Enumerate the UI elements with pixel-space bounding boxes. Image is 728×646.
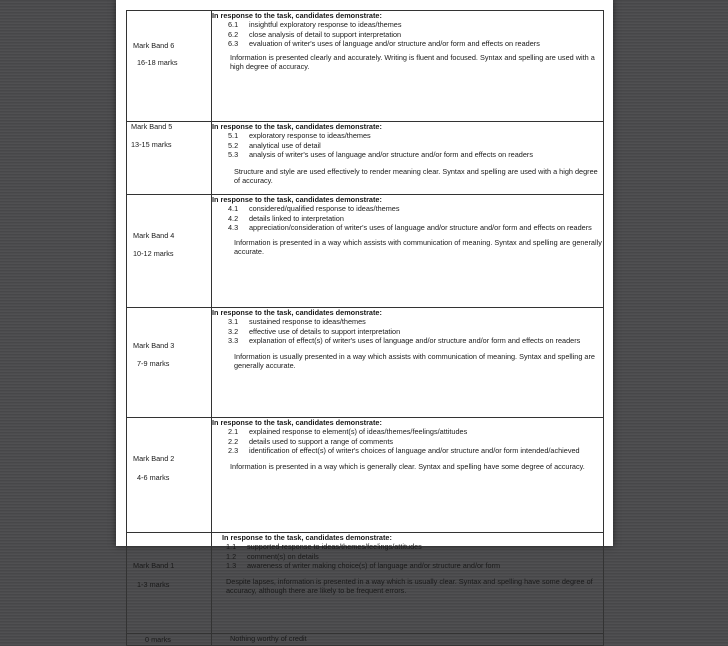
band-name: Mark Band 6 — [133, 41, 175, 50]
criterion-number: 3.2 — [228, 326, 239, 336]
band-row-3 — [127, 308, 604, 418]
criterion-number: 5.1 — [228, 131, 239, 141]
criterion — [212, 446, 603, 455]
band-content-cell — [212, 11, 604, 122]
criterion-text: comment(s) on details — [247, 551, 319, 561]
criterion-number: 4.1 — [228, 204, 239, 214]
criterion — [212, 30, 603, 39]
criterion-text: awareness of writer making choice(s) of language and/or structure and/or form — [247, 561, 501, 571]
criterion — [212, 427, 603, 436]
criterion-text: identification of effect(s) of writer's choices of language and/or structure and/or form intended/achieved — [249, 446, 580, 456]
criterion-number: 2.2 — [228, 436, 239, 446]
band-marks: 10-12 marks — [133, 249, 174, 259]
band-heading: In response to the task, candidates demonstrate: — [212, 308, 382, 317]
criterion — [212, 214, 603, 223]
criterion-text: appreciation/consideration of writer's uses of language and/or structure and/or form and effects on readers — [249, 223, 592, 233]
zero-marks-label — [127, 634, 212, 646]
criterion-text: close analysis of detail to support interpretation — [249, 29, 402, 39]
criterion — [212, 336, 603, 345]
criterion-text: considered/qualified response to ideas/themes — [249, 204, 400, 214]
criterion-number: 3.1 — [228, 317, 239, 327]
criterion-text: effective use of details to support interpretation — [249, 326, 401, 336]
band-content-cell — [212, 533, 604, 634]
criterion-number: 6.2 — [228, 29, 239, 39]
band-summary: Despite lapses, information is presented in a way which is usually clear. Syntax and spelling have some degree of accuracy, although there are likely to be frequent errors. — [226, 576, 593, 596]
band-heading: In response to the task, candidates demonstrate: — [212, 11, 382, 20]
criterion-number: 4.2 — [228, 213, 239, 223]
criterion — [212, 131, 603, 140]
band-label-cell — [127, 122, 212, 195]
criterion — [212, 327, 603, 336]
criterion-text: evaluation of writer's uses of language and/or structure and/or form and effects on readers — [249, 39, 540, 49]
band-summary: Nothing worthy of credit — [230, 634, 307, 643]
band-label-cell — [127, 533, 212, 634]
band-row-1 — [127, 533, 604, 634]
band-content-cell — [212, 195, 604, 308]
band-heading: In response to the task, candidates demonstrate: — [212, 195, 382, 204]
band-marks: 7-9 marks — [137, 359, 170, 369]
band-summary: Structure and style are used effectively to render meaning clear. Syntax and spelling are used with a high degree of accuracy. — [234, 166, 598, 186]
band-summary: Information is presented in a way which is generally clear. Syntax and spelling have some degree of accuracy. — [230, 461, 585, 471]
band-name: Mark Band 5 — [131, 122, 173, 131]
band-heading: In response to the task, candidates demonstrate: — [212, 122, 382, 131]
rubric-page — [116, 0, 613, 644]
band-summary: Information is usually presented in a way which assists with communication of meaning. Syntax and spelling are generally accurate. — [234, 351, 595, 371]
band-marks: 16-18 marks — [137, 58, 178, 68]
band-row-0 — [127, 634, 604, 646]
criterion — [212, 141, 603, 150]
criterion-number: 2.1 — [228, 427, 239, 437]
criterion-text: insightful exploratory response to ideas/themes — [249, 20, 402, 30]
criterion-text: analysis of writer's uses of language and/or structure and/or form and effects on readers — [249, 150, 533, 160]
criterion — [212, 20, 603, 29]
band-heading: In response to the task, candidates demonstrate: — [212, 418, 382, 427]
criterion — [212, 317, 603, 326]
criterion — [212, 561, 603, 570]
band-label-cell — [127, 418, 212, 533]
criterion-text: analytical use of detail — [249, 140, 321, 150]
band-marks: 1-3 marks — [137, 580, 170, 590]
criterion — [212, 150, 603, 159]
band-marks: 0 marks — [145, 635, 171, 644]
band-content-cell — [212, 308, 604, 418]
criterion — [212, 552, 603, 561]
band-row-6 — [127, 11, 604, 122]
band-label-cell — [127, 195, 212, 308]
band-name: Mark Band 2 — [133, 454, 175, 463]
band-marks: 4-6 marks — [137, 473, 170, 483]
zero-marks-content — [212, 634, 604, 646]
band-content-cell — [212, 418, 604, 533]
criterion-number: 2.3 — [228, 446, 239, 456]
criterion-number: 5.2 — [228, 140, 239, 150]
criterion — [212, 542, 603, 551]
band-summary: Information is presented in a way which assists with communication of meaning. Syntax and spelling are generally accurate. — [234, 237, 602, 257]
criterion — [212, 204, 603, 213]
band-content-cell — [212, 122, 604, 195]
criterion-text: details used to support a range of comments — [249, 436, 393, 446]
band-marks: 13-15 marks — [131, 140, 172, 150]
band-label-cell — [127, 308, 212, 418]
band-name: Mark Band 3 — [133, 341, 175, 350]
criterion-number: 1.2 — [226, 551, 237, 561]
criterion-number: 6.1 — [228, 20, 239, 30]
criterion-text: explained response to element(s) of ideas/themes/feelings/attitudes — [249, 427, 468, 437]
band-row-2 — [127, 418, 604, 533]
band-summary: Information is presented clearly and accurately. Writing is fluent and focused. Syntax and spelling are used with a high degree of accuracy. — [230, 52, 595, 72]
band-row-4 — [127, 195, 604, 308]
criterion-text: supported response to ideas/themes/feelings/attitudes — [247, 542, 422, 552]
criterion-number: 5.3 — [228, 150, 239, 160]
criterion-text: sustained response to ideas/themes — [249, 317, 366, 327]
criterion-number: 4.3 — [228, 223, 239, 233]
band-row-5 — [127, 122, 604, 195]
criterion-number: 1.1 — [226, 542, 237, 552]
criterion-number: 3.3 — [228, 336, 239, 346]
band-name: Mark Band 4 — [133, 231, 175, 240]
criterion-text: details linked to interpretation — [249, 213, 344, 223]
criterion-number: 6.3 — [228, 39, 239, 49]
band-heading: In response to the task, candidates demonstrate: — [222, 533, 392, 542]
criterion — [212, 437, 603, 446]
band-label-cell — [127, 11, 212, 122]
criterion — [212, 39, 603, 48]
criterion-number: 1.3 — [226, 561, 237, 571]
band-name: Mark Band 1 — [133, 561, 175, 570]
criterion-text: exploratory response to ideas/themes — [249, 131, 371, 141]
criterion — [212, 223, 603, 232]
criterion-text: explanation of effect(s) of writer's uses of language and/or structure and/or form and effects on readers — [249, 336, 581, 346]
mark-scheme-table — [126, 10, 604, 646]
